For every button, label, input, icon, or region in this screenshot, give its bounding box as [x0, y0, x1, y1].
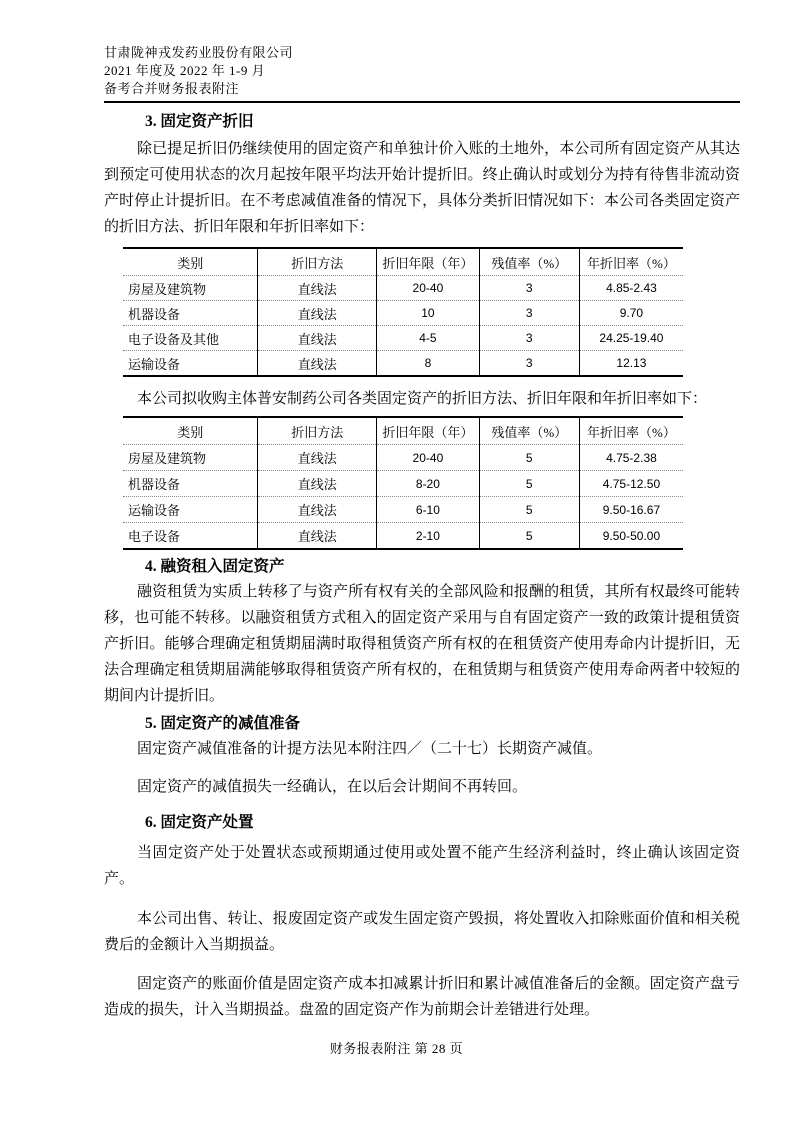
- section-heading-disposal: 6. 固定资产处置: [145, 814, 254, 831]
- table-cell: 20-40: [377, 445, 479, 471]
- paragraph-finance-lease: 融资租赁为实质上转移了与资产所有权有关的全部风险和报酬的租赁，其所有权最终可能转移，也可能不转移。以融资租赁方式租入的固定资产采用与自有固定资产一致的政策计提租赁资产折旧。能够合理确定租赁期届满时取得租赁资产所有权的在租赁资产使用寿命内计提折旧，无法合理确定租赁期届满能够取得租赁资产所有权的，在租赁期与租赁资产使用寿命两者中较短的期间内计提折旧。: [104, 584, 740, 704]
- table-header-cell: 年折旧率（%）: [579, 417, 683, 445]
- table-cell: 8: [377, 351, 479, 377]
- table-cell: 4-5: [377, 326, 479, 351]
- table-cell: 5: [479, 497, 579, 523]
- header-report-period: 2021 年度及 2022 年 1-9 月: [104, 63, 266, 78]
- table-cell: 电子设备: [128, 529, 181, 544]
- header-rule: [104, 101, 740, 103]
- table-cell: 3: [479, 351, 579, 377]
- paragraph-puan-intro: 本公司拟收购主体普安制药公司各类固定资产的折旧方法、折旧年限和年折旧率如下：: [137, 391, 708, 407]
- footer-page-number: 财务报表附注 第 28 页: [329, 1041, 464, 1056]
- table-cell: 10: [377, 301, 479, 326]
- section-heading-depreciation: 3. 固定资产折旧: [145, 113, 254, 130]
- table-header-row: [123, 248, 683, 276]
- table-cell: 直线法: [258, 276, 377, 301]
- table-cell: 6-10: [377, 497, 479, 523]
- table-row: [123, 351, 683, 377]
- table-cell: 20-40: [377, 276, 479, 301]
- table-cell: 3: [479, 326, 579, 351]
- table-cell: 运输设备: [128, 356, 181, 372]
- table-row: [123, 497, 683, 523]
- table-cell: 9.50-50.00: [579, 523, 683, 550]
- table-cell: 4.75-2.38: [579, 445, 683, 471]
- depreciation-table-company: [123, 247, 683, 377]
- table-header-cell: 折旧年限（年）: [377, 248, 479, 276]
- table-cell: 8-20: [377, 471, 479, 497]
- table-cell: 2-10: [377, 523, 479, 550]
- table-row: [123, 326, 683, 351]
- table-cell: 4.75-12.50: [579, 471, 683, 497]
- table-cell: 房屋及建筑物: [123, 445, 258, 471]
- table-row: [123, 471, 683, 497]
- table-cell: 电子设备及其他: [123, 326, 258, 351]
- table-cell: 直线法: [258, 351, 377, 377]
- paragraph-carrying-amount: 固定资产的账面价值是固定资产成本扣减累计折旧和累计减值准备后的金额。固定资产盘亏造成的损失，计入当期损益。盘盈的固定资产作为前期会计差错进行处理。: [104, 976, 740, 1018]
- table-row: [123, 301, 683, 326]
- table-cell: 4.85-2.43: [579, 276, 683, 301]
- table-cell: 运输设备: [123, 497, 258, 523]
- section-heading-impairment: 5. 固定资产的减值准备: [145, 715, 301, 732]
- paragraph-disposal-proceeds: 本公司出售、转让、报废固定资产或发生固定资产毁损，将处置收入扣除账面价值和相关税费后的金额计入当期损益。: [104, 911, 740, 953]
- table-cell: 5: [479, 445, 579, 471]
- table-header-cell: 类别: [123, 248, 258, 276]
- table-cell: 机器设备: [123, 301, 258, 326]
- table-header-cell: 残值率（%）: [479, 248, 579, 276]
- table-cell: 直线法: [258, 326, 377, 351]
- table-cell: 机器设备: [123, 471, 258, 497]
- paragraph-disposal-derecognition: 当固定资产处于处置状态或预期通过使用或处置不能产生经济利益时，终止确认该固定资产。: [104, 845, 740, 887]
- table-cell: 5: [479, 471, 579, 497]
- table-cell: 24.25-19.40: [579, 326, 683, 351]
- table-header-cell: 折旧方法: [258, 417, 377, 445]
- table-row: [123, 523, 683, 550]
- table-header-cell: 折旧方法: [258, 248, 377, 276]
- table-cell: 直线法: [258, 523, 377, 550]
- table-cell: 直线法: [258, 471, 377, 497]
- document-header: [104, 44, 740, 103]
- paragraph-depreciation-policy: 除已提足折旧仍继续使用的固定资产和单独计价入账的土地外，本公司所有固定资产从其达到预定可使用状态的次月起按年限平均法开始计提折旧。终止确认时或划分为持有待售非流动资产时停止计提折旧。在不考虑减值准备的情况下，具体分类折旧情况如下：本公司各类固定资产的折旧方法、折旧年限和年折旧率如下：: [104, 141, 740, 235]
- table-cell: 直线法: [258, 445, 377, 471]
- header-doc-title: 备考合并财务报表附注: [104, 81, 240, 96]
- table-cell: 5: [479, 523, 579, 550]
- table-row: [123, 445, 683, 471]
- table-cell: 直线法: [258, 497, 377, 523]
- table-cell: 9.50-16.67: [579, 497, 683, 523]
- table-header-cell: 类别: [123, 417, 258, 445]
- table-header-cell: 残值率（%）: [479, 417, 579, 445]
- table-cell: 9.70: [579, 301, 683, 326]
- table-cell: 3: [479, 276, 579, 301]
- table-cell: 3: [479, 301, 579, 326]
- table-cell: 12.13: [579, 351, 683, 377]
- header-company-name: 甘肃陇神戎发药业股份有限公司: [104, 45, 294, 60]
- depreciation-table-puan: [123, 416, 683, 550]
- table-header-row: [123, 417, 683, 445]
- section-heading-finance-lease: 4. 融资租入固定资产: [145, 558, 285, 575]
- table-cell: 直线法: [258, 301, 377, 326]
- paragraph-impairment-no-reversal: 固定资产的减值损失一经确认，在以后会计期间不再转回。: [137, 779, 528, 795]
- table-cell: 房屋及建筑物: [123, 276, 258, 301]
- table-row: [123, 276, 683, 301]
- paragraph-impairment-method: 固定资产减值准备的计提方法见本附注四／（二十七）长期资产减值。: [137, 741, 603, 757]
- table-header-cell: 折旧年限（年）: [377, 417, 479, 445]
- table-header-cell: 年折旧率（%）: [579, 248, 683, 276]
